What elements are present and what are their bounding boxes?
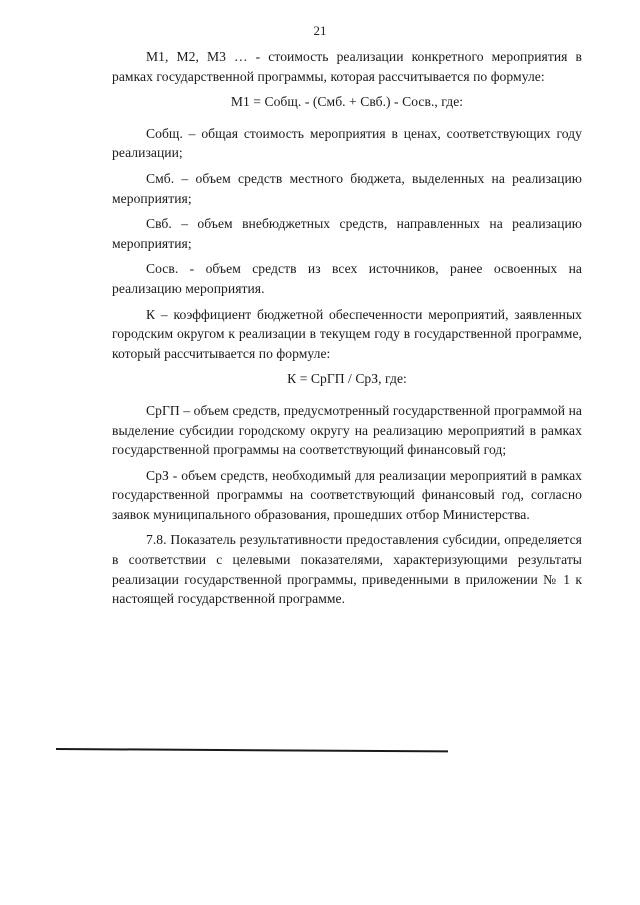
paragraph-m-definition: M1, M2, M3 … - стоимость реализации конкретного мероприятия в рамках государственной программы, которая рассчитывается по формуле:: [112, 49, 582, 84]
document-body: [112, 47, 582, 615]
paragraph-c-requested: CрЗ - объем средств, необходимый для реализации мероприятий в рамках государственной программы на соответствующий финансовый год, согласно заявок муниципального образования, прошедших отбор Министерства.: [112, 467, 582, 522]
paragraph-c-total: Cобщ. – общая стоимость мероприятия в ценах, соответствующих году реализации;: [112, 125, 582, 161]
paragraph-c-extra-budget: Cвб. – объем внебюджетных средств, направленных на реализацию мероприятия;: [112, 216, 582, 251]
paragraph-7-8: 7.8. Показатель результативности предоставления субсидии, определяется в соответствии с целевыми показателями, характеризующими результаты реализации государственной программы, приведенными в приложении № 1 к настоящей государственной программе.: [112, 532, 582, 607]
paragraph-c-local-budget: Cмб. – объем средств местного бюджета, выделенных на реализацию мероприятия;: [112, 170, 582, 206]
paragraph-c-state-program: CрГП – объем средств, предусмотренный государственной программой на выделение субсидии городскому округу на реализацию мероприятий в рамках государственной программы на соответствующий финансовый год;: [112, 402, 582, 458]
formula-k: К = CрГП / CрЗ, где:: [287, 371, 407, 387]
bottom-rule: [56, 748, 448, 752]
paragraph-c-mastered: Cосв. - объем средств из всех источников, ранее освоенных на реализацию мероприятия.: [112, 261, 582, 296]
formula-m1: M1 = Cобщ. - (Cмб. + Cвб.) - Cосв., где:: [230, 94, 464, 110]
paragraph-k-definition: К – коэффициент бюджетной обеспеченности мероприятий, заявленных городским округом к реализации в текущем году в государственной программе, который рассчитывается по формуле:: [112, 306, 582, 361]
page-number: 21: [313, 23, 327, 38]
